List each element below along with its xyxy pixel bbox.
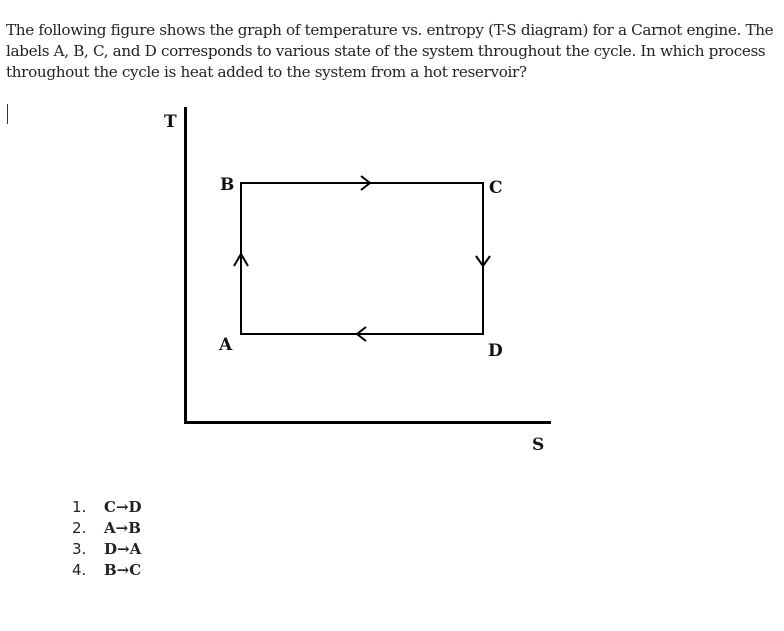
option-3[interactable] — [72, 539, 142, 560]
option-number: 4. — [72, 561, 87, 579]
option-text: A→B — [104, 519, 141, 537]
option-1[interactable] — [72, 497, 142, 518]
option-2[interactable] — [72, 518, 142, 539]
option-text: B→C — [104, 561, 142, 579]
option-number: 3. — [72, 540, 87, 558]
state-label-d: D — [488, 341, 503, 361]
option-text: D→A — [104, 540, 142, 558]
state-label-a: A — [219, 335, 233, 355]
option-number: 2. — [72, 519, 87, 537]
option-number: 1. — [72, 498, 87, 516]
option-4[interactable] — [72, 560, 142, 581]
answer-options — [72, 497, 142, 581]
question-text: The following figure shows the graph of temperature vs. entropy (T-S diagram) for a Carnot engine. The labels A, B, C, and D corresponds to various state of the system throughout the cycle. In which process throughout the cycle is heat added to the system from a hot reservoir? — [6, 21, 774, 81]
s-axis-label: S — [532, 435, 545, 455]
t-axis-label: T — [164, 112, 177, 132]
state-label-c: C — [489, 178, 503, 198]
option-text: C→D — [104, 498, 142, 516]
state-label-b: B — [220, 175, 235, 195]
